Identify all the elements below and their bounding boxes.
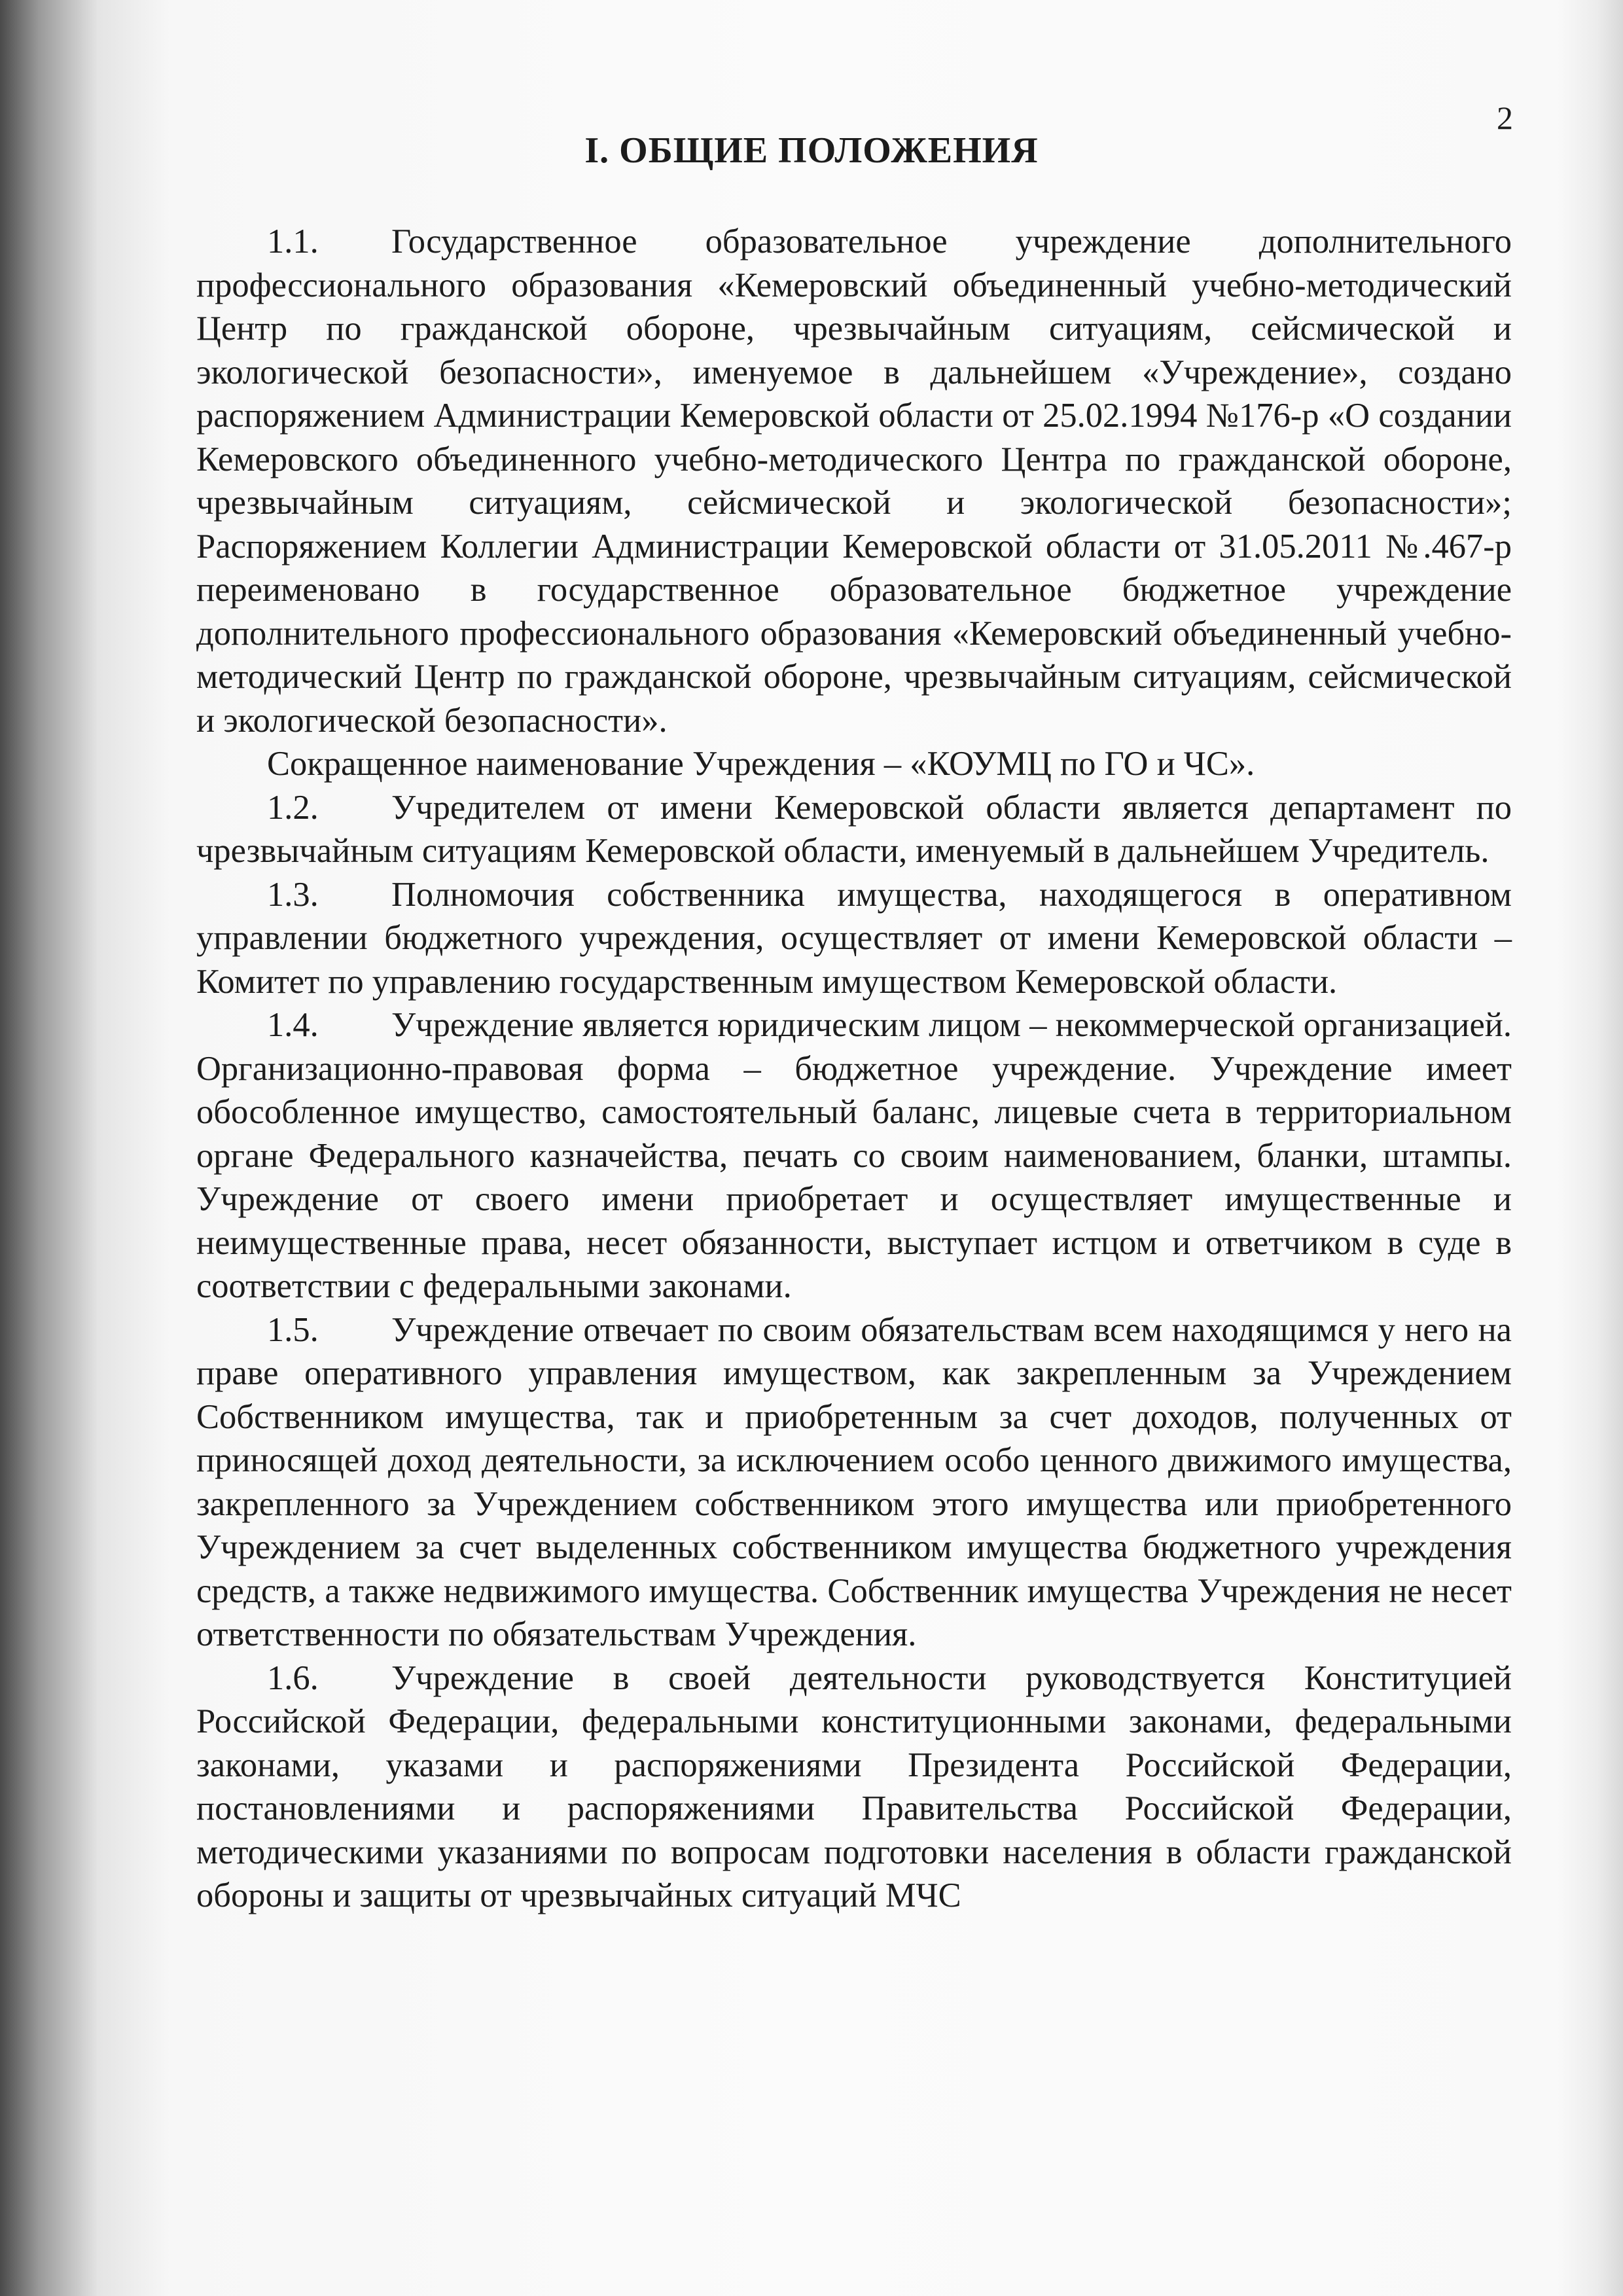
paragraph-number: 1.6. bbox=[267, 1659, 319, 1697]
section-title: I. ОБЩИЕ ПОЛОЖЕНИЯ bbox=[584, 130, 1039, 171]
paragraph-number: 1.1. bbox=[267, 223, 319, 260]
paragraph-text: Учреждение отвечает по своим обязательствам всем находящимся у него на праве оперативного управления имуществом, как закрепленным за Учреждением Собственником имущества, так и приобретенным за счет доходов, полученных от приносящей доход деятельности, за исключением особо ценного движимого имущества, закрепленного за Учреждением собственником этого имущества или приобретенного Учреждением за счет выделенных собственником имущества бюджетного учреждения средств, а также недвижимого имущества. Собственник имущества Учреждения не несет ответственности по обязательствам Учреждения. bbox=[196, 1310, 1512, 1653]
paragraph-text: Полномочия собственника имущества, находящегося в оперативном управлении бюджетного учреждения, осуществляет от имени Кемеровской области – Комитет по управлению государственным имуществом Кемеровской области. bbox=[196, 875, 1512, 1001]
paragraph-short-name bbox=[196, 742, 1512, 786]
paragraph-1-3 bbox=[196, 873, 1512, 1004]
paragraph-number: 1.4. bbox=[267, 1006, 319, 1044]
paragraph-1-5 bbox=[196, 1308, 1512, 1657]
paragraph-1-6 bbox=[196, 1657, 1512, 1918]
paragraph-1-4 bbox=[196, 1003, 1512, 1308]
paragraph-text: Учреждение в своей деятельности руководствуется Конституцией Российской Федерации, федеральными конституционными законами, федеральными законами, указами и распоряжениями Президента Российской Федерации, постановлениями и распоряжениями Правительства Российской Федерации, методическими указаниями по вопросам подготовки населения в области гражданской обороны и защиты от чрезвычайных ситуаций МЧС bbox=[196, 1659, 1512, 1914]
paragraph-text: Учреждение является юридическим лицом – некоммерческой организацией. Организационно-правовая форма – бюджетное учреждение. Учреждение имеет обособленное имущество, самостоятельный баланс, лицевые счета в территориальном органе Федерального казначейства, печать со своим наименованием, бланки, штампы. Учреждение от своего имени приобретает и осуществляет имущественные и неимущественные права, несет обязанности, выступает истцом и ответчиком в суде в соответствии с федеральными законами. bbox=[196, 1006, 1512, 1305]
paragraph-number: 1.2. bbox=[267, 788, 319, 827]
document-body bbox=[196, 220, 1512, 1918]
paragraph-text: Государственное образовательное учреждение дополнительного профессионального образования «Кемеровский объединенный учебно-методический Центр по гражданской обороне, чрезвычайным ситуациям, сейсмической и экологической безопасности», именуемое в дальнейшем «Учреждение», создано распоряжением Администрации Кемеровской области от 25.02.1994 №176-р «О создании Кемеровского объединенного учебно-методического Центра по гражданской обороне, чрезвычайным ситуациям, сейсмической и экологической безопасности»; Распоряжением Коллегии Администрации Кемеровской области от 31.05.2011 №.467-р переименовано в государственное образовательное бюджетное учреждение дополнительного профессионального образования «Кемеровский объединенный учебно-методический Центр по гражданской обороне, чрезвычайным ситуациям, сейсмической и экологической безопасности». bbox=[196, 223, 1512, 740]
paragraph-1-1 bbox=[196, 220, 1512, 742]
paragraph-number: 1.3. bbox=[267, 875, 319, 914]
paragraph-text: Сокращенное наименование Учреждения – «КОУМЦ по ГО и ЧС». bbox=[267, 745, 1255, 783]
paragraph-text: Учредителем от имени Кемеровской области является департамент по чрезвычайным ситуациям Кемеровской области, именуемый в дальнейшем Учредитель. bbox=[196, 788, 1512, 870]
paragraph-number: 1.5. bbox=[267, 1310, 319, 1349]
paragraph-1-2 bbox=[196, 786, 1512, 873]
page-number: 2 bbox=[1497, 99, 1513, 136]
